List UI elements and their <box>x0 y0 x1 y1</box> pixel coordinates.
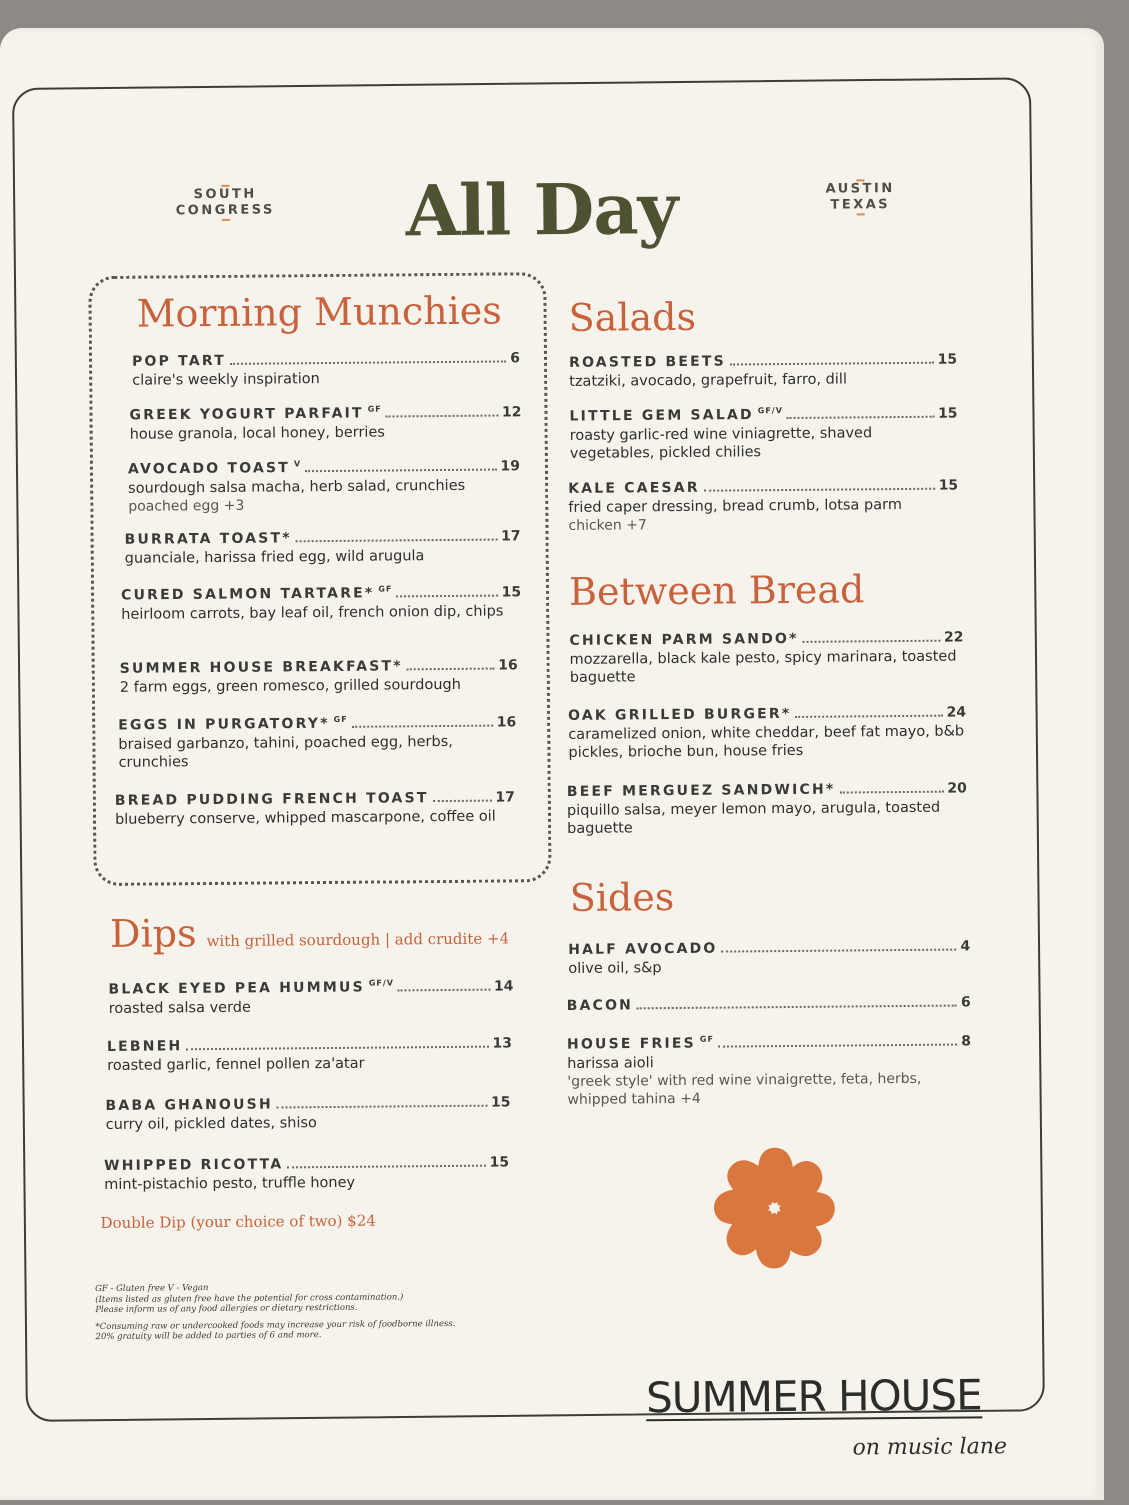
menu-item-name <box>128 459 301 477</box>
menu-item-row <box>567 994 971 1014</box>
menu-item-description: harissa aioli <box>567 1054 654 1072</box>
menu-item-description: curry oil, pickled dates, shiso <box>105 1115 317 1133</box>
price-leader-dots <box>722 949 957 953</box>
note-raw-food: *Consuming raw or undercooked foods may increase your risk of foodborne illness. <box>95 1318 456 1332</box>
menu-item-price: 15 <box>937 405 958 422</box>
footnotes <box>95 1281 456 1349</box>
menu-item <box>568 478 958 535</box>
menu-item-description: braised garbanzo, tahini, poached egg, herbs, crunchies <box>118 733 453 771</box>
brand-subtitle: on music lane <box>852 1434 1008 1461</box>
menu-item-name-text: EGGS IN PURGATORY* <box>118 715 330 734</box>
menu-item-name <box>567 1035 714 1053</box>
menu-item-row <box>569 352 957 371</box>
dietary-tag: GF <box>699 1034 714 1044</box>
menu-item-price: 15 <box>937 351 958 368</box>
menu-item-row <box>104 1154 509 1174</box>
price-leader-dots <box>730 362 934 366</box>
menu-item-price: 12 <box>501 403 522 421</box>
menu-item-description: claire's weekly inspiration <box>132 371 320 389</box>
menu-item-row <box>120 657 518 676</box>
menu-item-price: 20 <box>947 780 967 797</box>
menu-item-name <box>569 406 783 425</box>
menu-item-name-text: OAK GRILLED BURGER* <box>568 705 792 724</box>
menu-item-description: olive oil, s&p <box>568 960 662 977</box>
menu-item-row <box>105 1094 510 1114</box>
menu-item-price: 15 <box>501 583 522 601</box>
menu-item <box>129 403 521 443</box>
menu-item-description: sourdough salsa macha, herb salad, crunchies <box>128 477 466 497</box>
menu-item <box>115 789 515 828</box>
menu-item-row <box>132 350 520 369</box>
note-allergy: Please inform us of any food allergies or dietary restrictions. <box>95 1302 358 1316</box>
menu-item-description: fried caper dressing, bread crumb, lotsa parm <box>568 497 902 516</box>
menu-item-name-text: LITTLE GEM SALAD <box>569 406 754 425</box>
menu-item <box>132 350 520 389</box>
menu-item-price: 15 <box>489 1154 510 1171</box>
menu-item-price: 16 <box>498 657 518 674</box>
menu-item <box>108 977 513 1017</box>
menu-item <box>128 457 520 515</box>
location-line: TEXAS <box>830 197 891 213</box>
location-line: AUSTIN <box>825 181 895 197</box>
menu-item <box>104 1154 509 1194</box>
menu-item-name <box>129 405 381 424</box>
menu-item-description: 2 farm eggs, green romesco, grilled sourdough <box>119 676 461 696</box>
price-leader-dots <box>277 1105 487 1109</box>
menu-item-description: blueberry conserve, whipped mascarpone, coffee oil <box>114 808 496 828</box>
menu-item-price: 19 <box>500 457 521 475</box>
menu-item-addon: chicken +7 <box>568 517 647 534</box>
section-title-sides: Sides <box>569 875 675 920</box>
tick-mark <box>856 213 864 215</box>
tick-mark <box>221 219 229 221</box>
price-leader-dots <box>803 640 940 643</box>
menu-item-name-text: WHIPPED RICOTTA <box>103 1156 284 1174</box>
location-line: SOUTH <box>193 186 257 203</box>
menu-item-name-text: BURRATA TOAST* <box>124 530 292 548</box>
menu-item-description: roasted salsa verde <box>108 999 251 1017</box>
price-leader-dots <box>287 1165 485 1169</box>
menu-item-price: 17 <box>501 528 521 545</box>
menu-item-name-text: AVOCADO TOAST <box>127 460 291 478</box>
brand-logo: SUMMER HOUSE <box>645 1370 982 1423</box>
price-leader-dots <box>637 1005 957 1010</box>
menu-item <box>568 704 966 761</box>
menu-item-price: 17 <box>495 789 515 806</box>
menu-item-row <box>115 789 515 808</box>
menu-item-row <box>108 977 513 997</box>
flower-icon <box>704 1138 845 1279</box>
price-leader-dots <box>230 360 506 364</box>
location-right <box>825 179 894 216</box>
menu-item-name <box>105 1097 272 1114</box>
menu-item-name-text: BABA GHANOUSH <box>105 1096 273 1114</box>
menu-item <box>120 657 518 696</box>
menu-item-row <box>568 704 966 723</box>
menu-item-name-text: BEEF MERGUEZ SANDWICH* <box>566 781 836 800</box>
location-left <box>175 184 274 221</box>
menu-item <box>569 352 957 391</box>
menu-item-description: roasted garlic, fennel pollen za'atar <box>107 1055 365 1074</box>
price-leader-dots <box>186 1046 488 1051</box>
dietary-tag: GF <box>378 584 393 594</box>
menu-item-name <box>567 997 634 1014</box>
menu-item-name <box>568 706 791 724</box>
menu-item-name-text: HALF AVOCADO <box>568 940 718 958</box>
menu-item-row <box>567 1032 971 1052</box>
price-leader-dots <box>718 1043 957 1047</box>
dietary-tag: GF <box>367 404 382 414</box>
menu-item-name-text: ROASTED BEETS <box>568 353 726 371</box>
menu-item <box>125 528 521 567</box>
price-leader-dots <box>296 539 497 543</box>
dietary-tag: GF/V <box>368 978 394 988</box>
price-leader-dots <box>398 988 490 991</box>
menu-item-name <box>108 978 394 997</box>
menu-item-name <box>132 353 226 370</box>
menu-item-price: 8 <box>961 1033 972 1050</box>
menu-item-description: caramelized onion, white cheddar, beef fat mayo, b&b pickles, brioche bun, house fries <box>568 723 965 761</box>
menu-item-price: 14 <box>493 978 514 995</box>
menu-item-price: 16 <box>496 714 517 731</box>
menu-item-name <box>104 1156 283 1174</box>
menu-item-description: mozzarella, black kale pesto, spicy marinara, toasted baguette <box>569 648 957 686</box>
price-leader-dots <box>352 724 493 727</box>
price-leader-dots <box>433 800 492 803</box>
menu-item-row <box>107 1035 512 1055</box>
section-title-salads: Salads <box>568 294 697 340</box>
menu-item-price: 13 <box>492 1035 513 1052</box>
dips-subtitle: with grilled sourdough | add crudite +4 <box>206 929 510 951</box>
section-title-dips <box>110 908 509 955</box>
menu-item-name <box>569 631 798 649</box>
note-gratuity: 20% gratuity will be added to parties of 6 and more. <box>95 1330 322 1343</box>
menu-item-description: tzatziki, avocado, grapefruit, farro, dill <box>569 371 848 390</box>
menu-item-addon: poached egg +3 <box>128 497 245 515</box>
price-leader-dots <box>839 791 943 794</box>
menu-item <box>567 1032 972 1108</box>
menu-item-price: 15 <box>938 477 959 494</box>
menu-item-description: piquillo salsa, meyer lemon mayo, arugula, toasted baguette <box>566 799 941 837</box>
menu-item-price: 22 <box>943 629 964 646</box>
menu-item-name <box>107 1038 182 1055</box>
menu-item-description: guanciale, harissa fried egg, wild arugula <box>124 548 425 567</box>
menu-item-name <box>569 354 726 371</box>
menu-item-row <box>118 713 516 733</box>
menu-item <box>118 713 516 771</box>
menu-item-name <box>125 530 292 547</box>
price-leader-dots <box>305 468 496 472</box>
menu-item <box>107 1035 512 1075</box>
dips-title-text: Dips <box>109 911 197 956</box>
menu-item <box>569 629 963 686</box>
price-leader-dots <box>704 488 935 492</box>
note-legend: GF - Gluten free V - Vegan <box>95 1283 209 1295</box>
menu-item-name-text: BACON <box>566 997 634 1014</box>
menu-item-price: 24 <box>946 704 967 721</box>
menu-item <box>105 1094 510 1134</box>
section-title-morning: Morning Munchies <box>136 288 503 336</box>
menu-item-row <box>568 478 958 497</box>
menu-item-name <box>568 941 717 958</box>
menu-item-name-text: KALE CAESAR <box>568 479 700 497</box>
menu-item-price: 6 <box>510 350 521 367</box>
price-leader-dots <box>787 415 934 418</box>
menu-item <box>569 405 957 463</box>
menu-item-row <box>567 780 967 799</box>
price-leader-dots <box>396 594 497 597</box>
menu-item-row <box>121 583 521 603</box>
menu-item-name <box>121 584 393 603</box>
menu-item-name <box>567 782 836 800</box>
menu-item-name-text: CURED SALMON TARTARE* <box>121 585 375 604</box>
menu-item-row <box>128 457 520 477</box>
menu-item-name-text: HOUSE FRIES <box>566 1035 696 1053</box>
menu-item-row <box>569 629 963 648</box>
menu-item-name-text: SUMMER HOUSE BREAKFAST* <box>119 658 403 677</box>
dietary-tag: GF/V <box>757 406 783 416</box>
menu-item-name <box>118 715 348 734</box>
menu-item-name <box>568 480 700 497</box>
section-title-between-bread: Between Bread <box>568 567 865 614</box>
price-leader-dots <box>386 414 498 417</box>
menu-item-price: 4 <box>960 938 971 955</box>
menu-item-name-text: BLACK EYED PEA HUMMUS <box>108 979 365 998</box>
menu-item <box>567 780 967 837</box>
menu-item-name-text: GREEK YOGURT PARFAIT <box>129 405 364 424</box>
menu-item <box>121 583 521 623</box>
price-leader-dots <box>407 668 494 671</box>
menu-item-name-text: POP TART <box>131 352 227 370</box>
page-title: All Day <box>405 166 678 253</box>
note-gluten: (Items listed as gluten free have the potential for cross contamination.) <box>95 1291 404 1305</box>
double-dip-offer: Double Dip (your choice of two) $24 <box>100 1211 376 1233</box>
menu-item-description: mint-pistachio pesto, truffle honey <box>104 1174 356 1193</box>
menu-item <box>567 994 971 1014</box>
menu-item-price: 15 <box>490 1094 511 1111</box>
price-leader-dots <box>795 715 942 718</box>
dietary-tag: V <box>293 459 302 469</box>
menu-item-name-text: BREAD PUDDING FRENCH TOAST <box>114 790 429 809</box>
menu-item-description: heirloom carrots, bay leaf oil, french onion dip, chips <box>121 603 504 623</box>
menu-item-description: house granola, local honey, berries <box>129 424 385 443</box>
menu-item-name-text: CHICKEN PARM SANDO* <box>569 630 799 649</box>
menu-item-name <box>120 658 403 676</box>
menu-item-row <box>129 403 521 423</box>
menu-item-addon: 'greek style' with red wine vinaigrette, feta, herbs, whipped tahina +4 <box>567 1070 922 1108</box>
location-line: CONGRESS <box>175 202 275 219</box>
menu-item-description: roasty garlic-red wine viniagrette, shaved vegetables, pickled chilies <box>569 424 873 462</box>
menu-item-name <box>115 790 429 809</box>
menu-item-price: 6 <box>960 994 971 1011</box>
menu-item-row <box>569 405 957 425</box>
menu-item-row <box>125 528 521 547</box>
menu-item-row <box>568 938 970 958</box>
menu-item-name-text: LEBNEH <box>106 1038 183 1055</box>
dietary-tag: GF <box>333 714 348 724</box>
menu-item <box>568 938 970 978</box>
